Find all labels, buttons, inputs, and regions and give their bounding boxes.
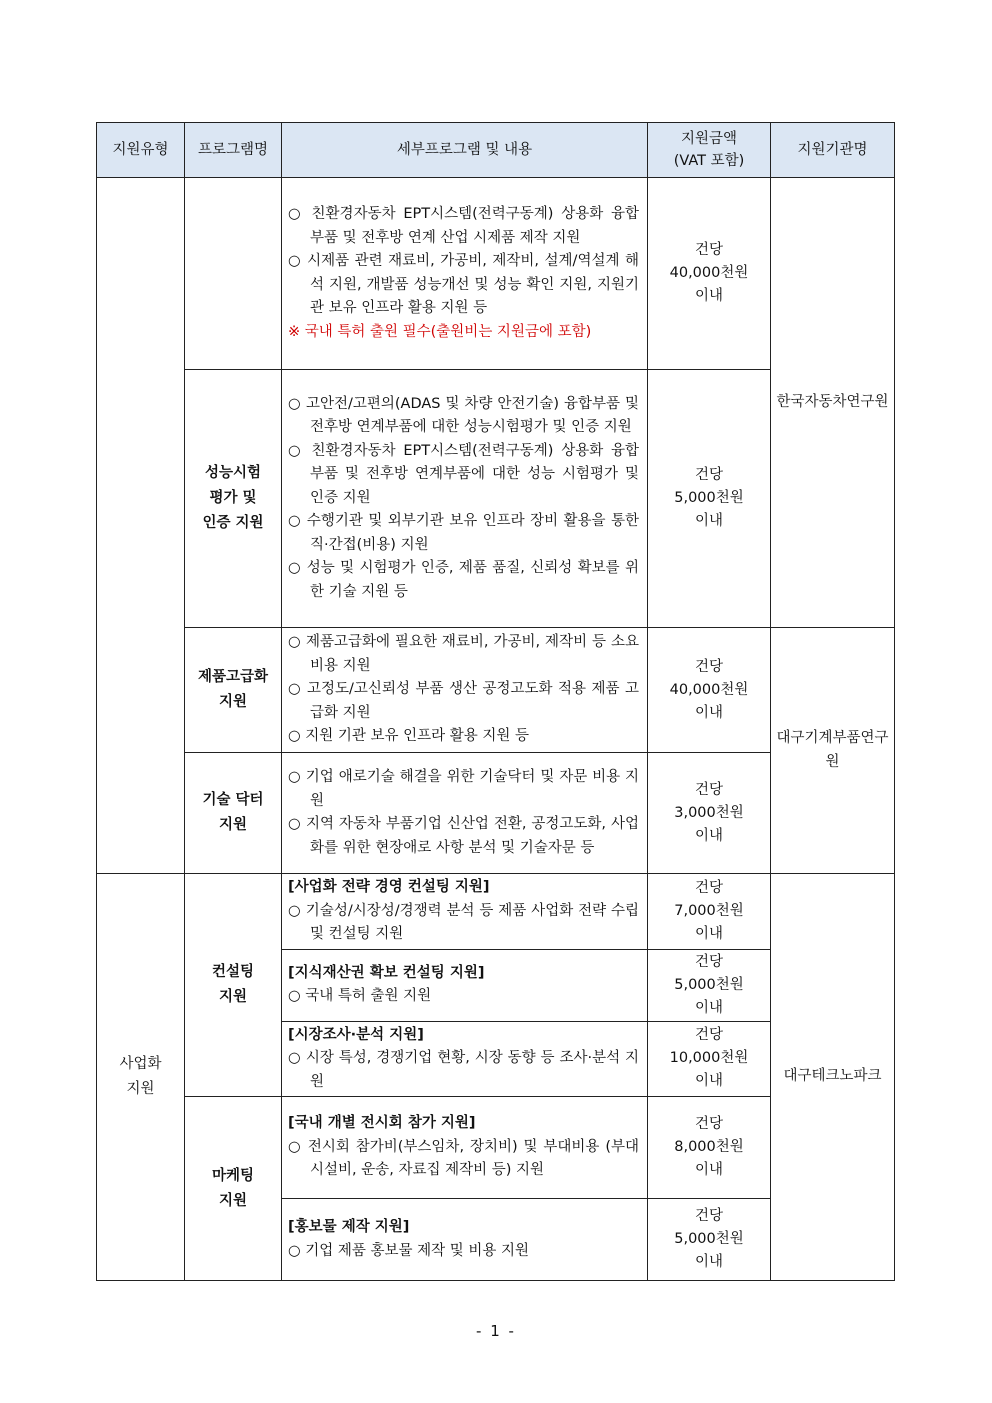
amount-value: 3,000천원: [674, 804, 744, 821]
bullet: ○ 친환경자동차 EPT시스템(전력구동계) 상용화 융합 부품 및 전후방 연계 산업 시제품 제작 지원: [288, 206, 639, 246]
amount-value: 40,000천원: [669, 681, 749, 698]
program-cell-empty: [185, 178, 282, 370]
amount-suffix: 이내: [694, 704, 723, 721]
type-name-line: 사업화: [119, 1056, 162, 1072]
header-type: 지원유형: [97, 123, 185, 178]
bullet: ○ 고안전/고편의(ADAS 및 차량 안전기술) 융합부품 및 전후방 연계부품에 대한 성능시험평가 및 인증 지원: [288, 395, 639, 436]
bullet: ○ 친환경자동차 EPT시스템(전력구동계) 상용화 융합 부품 및 전후방 연계부품에 대한 성능 시험평가 및 인증 지원: [288, 442, 639, 506]
amount-prefix: 건당: [694, 879, 723, 896]
program-cell: [185, 1097, 282, 1281]
support-program-table: [96, 122, 895, 1281]
bullet: ○ 시제품 관련 재료비, 가공비, 제작비, 설계/역설계 해석 지원, 개발품 성능개선 및 성능 확인 지원, 지원기관 보유 인프라 활용 지원 등: [288, 253, 639, 316]
amount-value: 5,000천원: [674, 976, 744, 993]
header-agency: 지원기관명: [771, 123, 895, 178]
amount-prefix: 건당: [694, 467, 723, 483]
header-detail: 세부프로그램 및 내용: [282, 123, 648, 178]
bullet: ○ 전시회 참가비(부스임차, 장치비) 및 부대비용 (부대시설비, 운송, 자료집 제작비 등) 지원: [288, 1138, 639, 1179]
amount-value: 5,000천원: [674, 490, 744, 506]
section-title: [지식재산권 확보 컨설팅 지원]: [288, 964, 485, 981]
amount-suffix: 이내: [694, 1073, 723, 1090]
header-program: 프로그램명: [185, 123, 282, 178]
amount-value: 10,000천원: [669, 1050, 749, 1067]
amount-prefix: 건당: [694, 1027, 723, 1044]
patent-note: ※ 국내 특허 출원 필수(출원비는 지원금에 포함): [288, 323, 592, 340]
bullet: ○ 기술성/시장성/경쟁력 분석 등 제품 사업화 전략 수립 및 컨설팅 지원: [288, 902, 639, 942]
agency-name: 대구테크노파크: [783, 1068, 882, 1085]
program-name-line: 지원: [218, 817, 247, 833]
section-title: [사업화 전략 경영 컨설팅 지원]: [288, 879, 490, 895]
program-name-line: 컨설팅: [211, 964, 255, 980]
program-name-line: 제품고급화: [197, 669, 269, 685]
detail-cell: [282, 370, 648, 628]
program-cell: [185, 874, 282, 1097]
detail-cell: [282, 1021, 648, 1097]
amount-prefix: 건당: [694, 1208, 723, 1224]
amount-cell: [648, 949, 771, 1021]
bullet: ○ 성능 및 시험평가 인증, 제품 품질, 신뢰성 확보를 위한 기술 지원 등: [288, 560, 639, 600]
program-name-line: 인증 지원: [202, 515, 264, 531]
type-cell-empty: [97, 178, 185, 874]
amount-cell: [648, 1021, 771, 1097]
amount-value: 40,000천원: [669, 265, 749, 281]
bullet: ○ 기업 제품 홍보물 제작 및 비용 지원: [288, 1242, 530, 1259]
type-name-line: 지원: [126, 1081, 155, 1097]
program-name-line: 지원: [218, 694, 247, 710]
table-row: [97, 628, 895, 753]
bullet: ○ 국내 특허 출원 지원: [288, 988, 432, 1004]
amount-cell: [648, 753, 771, 874]
amount-suffix: 이내: [694, 1254, 723, 1270]
bullet: ○ 제품고급화에 필요한 재료비, 가공비, 제작비 등 소요 비용 지원: [288, 634, 639, 674]
agency-cell: [771, 628, 895, 874]
program-cell: [185, 628, 282, 753]
program-name-line: 기술 닥터: [202, 792, 264, 808]
page-number: - 1 -: [476, 1322, 516, 1340]
program-name-line: 지원: [218, 1192, 247, 1209]
table-row: [97, 178, 895, 370]
amount-prefix: 건당: [694, 242, 723, 258]
table-row: [97, 874, 895, 950]
amount-suffix: 이내: [694, 1162, 723, 1178]
amount-value: 8,000천원: [674, 1139, 744, 1155]
section-title: [시장조사·분석 지원]: [288, 1026, 424, 1043]
bullet: ○ 고정도/고신뢰성 부품 생산 공정고도화 적용 제품 고급화 지원: [288, 681, 639, 721]
program-name-line: 평가 및: [209, 490, 257, 506]
header-amount-line2: (VAT 포함): [673, 153, 745, 169]
program-name-line: 성능시험: [204, 465, 262, 481]
section-title: [홍보물 제작 지원]: [288, 1219, 410, 1235]
amount-value: 7,000천원: [674, 902, 744, 919]
program-cell: [185, 370, 282, 628]
program-name-line: 지원: [218, 989, 247, 1005]
amount-prefix: 건당: [694, 1116, 723, 1132]
bullet: ○ 지원 기관 보유 인프라 활용 지원 등: [288, 728, 530, 745]
program-cell: [185, 753, 282, 874]
amount-suffix: 이내: [694, 827, 723, 844]
amount-suffix: 이내: [694, 513, 723, 529]
program-name-line: 마케팅: [211, 1167, 255, 1184]
bullet: ○ 수행기관 및 외부기관 보유 인프라 장비 활용을 통한 직·간접(비용) 지원: [288, 513, 639, 553]
agency-cell: [771, 178, 895, 628]
type-cell: [97, 874, 185, 1281]
amount-cell: [648, 370, 771, 628]
amount-cell: [648, 1199, 771, 1281]
detail-cell: [282, 874, 648, 950]
amount-cell: [648, 1097, 771, 1199]
detail-cell: [282, 949, 648, 1021]
detail-cell: [282, 628, 648, 753]
amount-suffix: 이내: [694, 288, 723, 304]
amount-cell: [648, 874, 771, 950]
section-title: [국내 개별 전시회 참가 지원]: [288, 1115, 476, 1132]
amount-prefix: 건당: [694, 658, 723, 675]
detail-cell: [282, 178, 648, 370]
agency-cell: [771, 874, 895, 1281]
amount-value: 5,000천원: [674, 1231, 744, 1247]
amount-cell: [648, 628, 771, 753]
header-amount-line1: 지원금액: [680, 131, 738, 147]
bullet: ○ 기업 애로기술 해결을 위한 기술닥터 및 자문 비용 지원: [288, 769, 639, 809]
amount-prefix: 건당: [694, 953, 723, 970]
amount-suffix: 이내: [694, 925, 723, 942]
agency-name: 한국자동차연구원: [776, 393, 889, 410]
header-amount: [648, 123, 771, 178]
detail-cell: [282, 753, 648, 874]
amount-cell: [648, 178, 771, 370]
header-row: [97, 123, 895, 178]
amount-prefix: 건당: [694, 781, 723, 798]
agency-name: 대구기계부품연구원: [776, 730, 889, 770]
bullet: ○ 지역 자동차 부품기업 신산업 전환, 공정고도화, 사업화를 위한 현장애로 사항 분석 및 기술자문 등: [288, 816, 639, 856]
bullet: ○ 시장 특성, 경쟁기업 현황, 시장 동향 등 조사·분석 지원: [288, 1050, 639, 1090]
amount-suffix: 이내: [694, 999, 723, 1016]
detail-cell: [282, 1199, 648, 1281]
detail-cell: [282, 1097, 648, 1199]
